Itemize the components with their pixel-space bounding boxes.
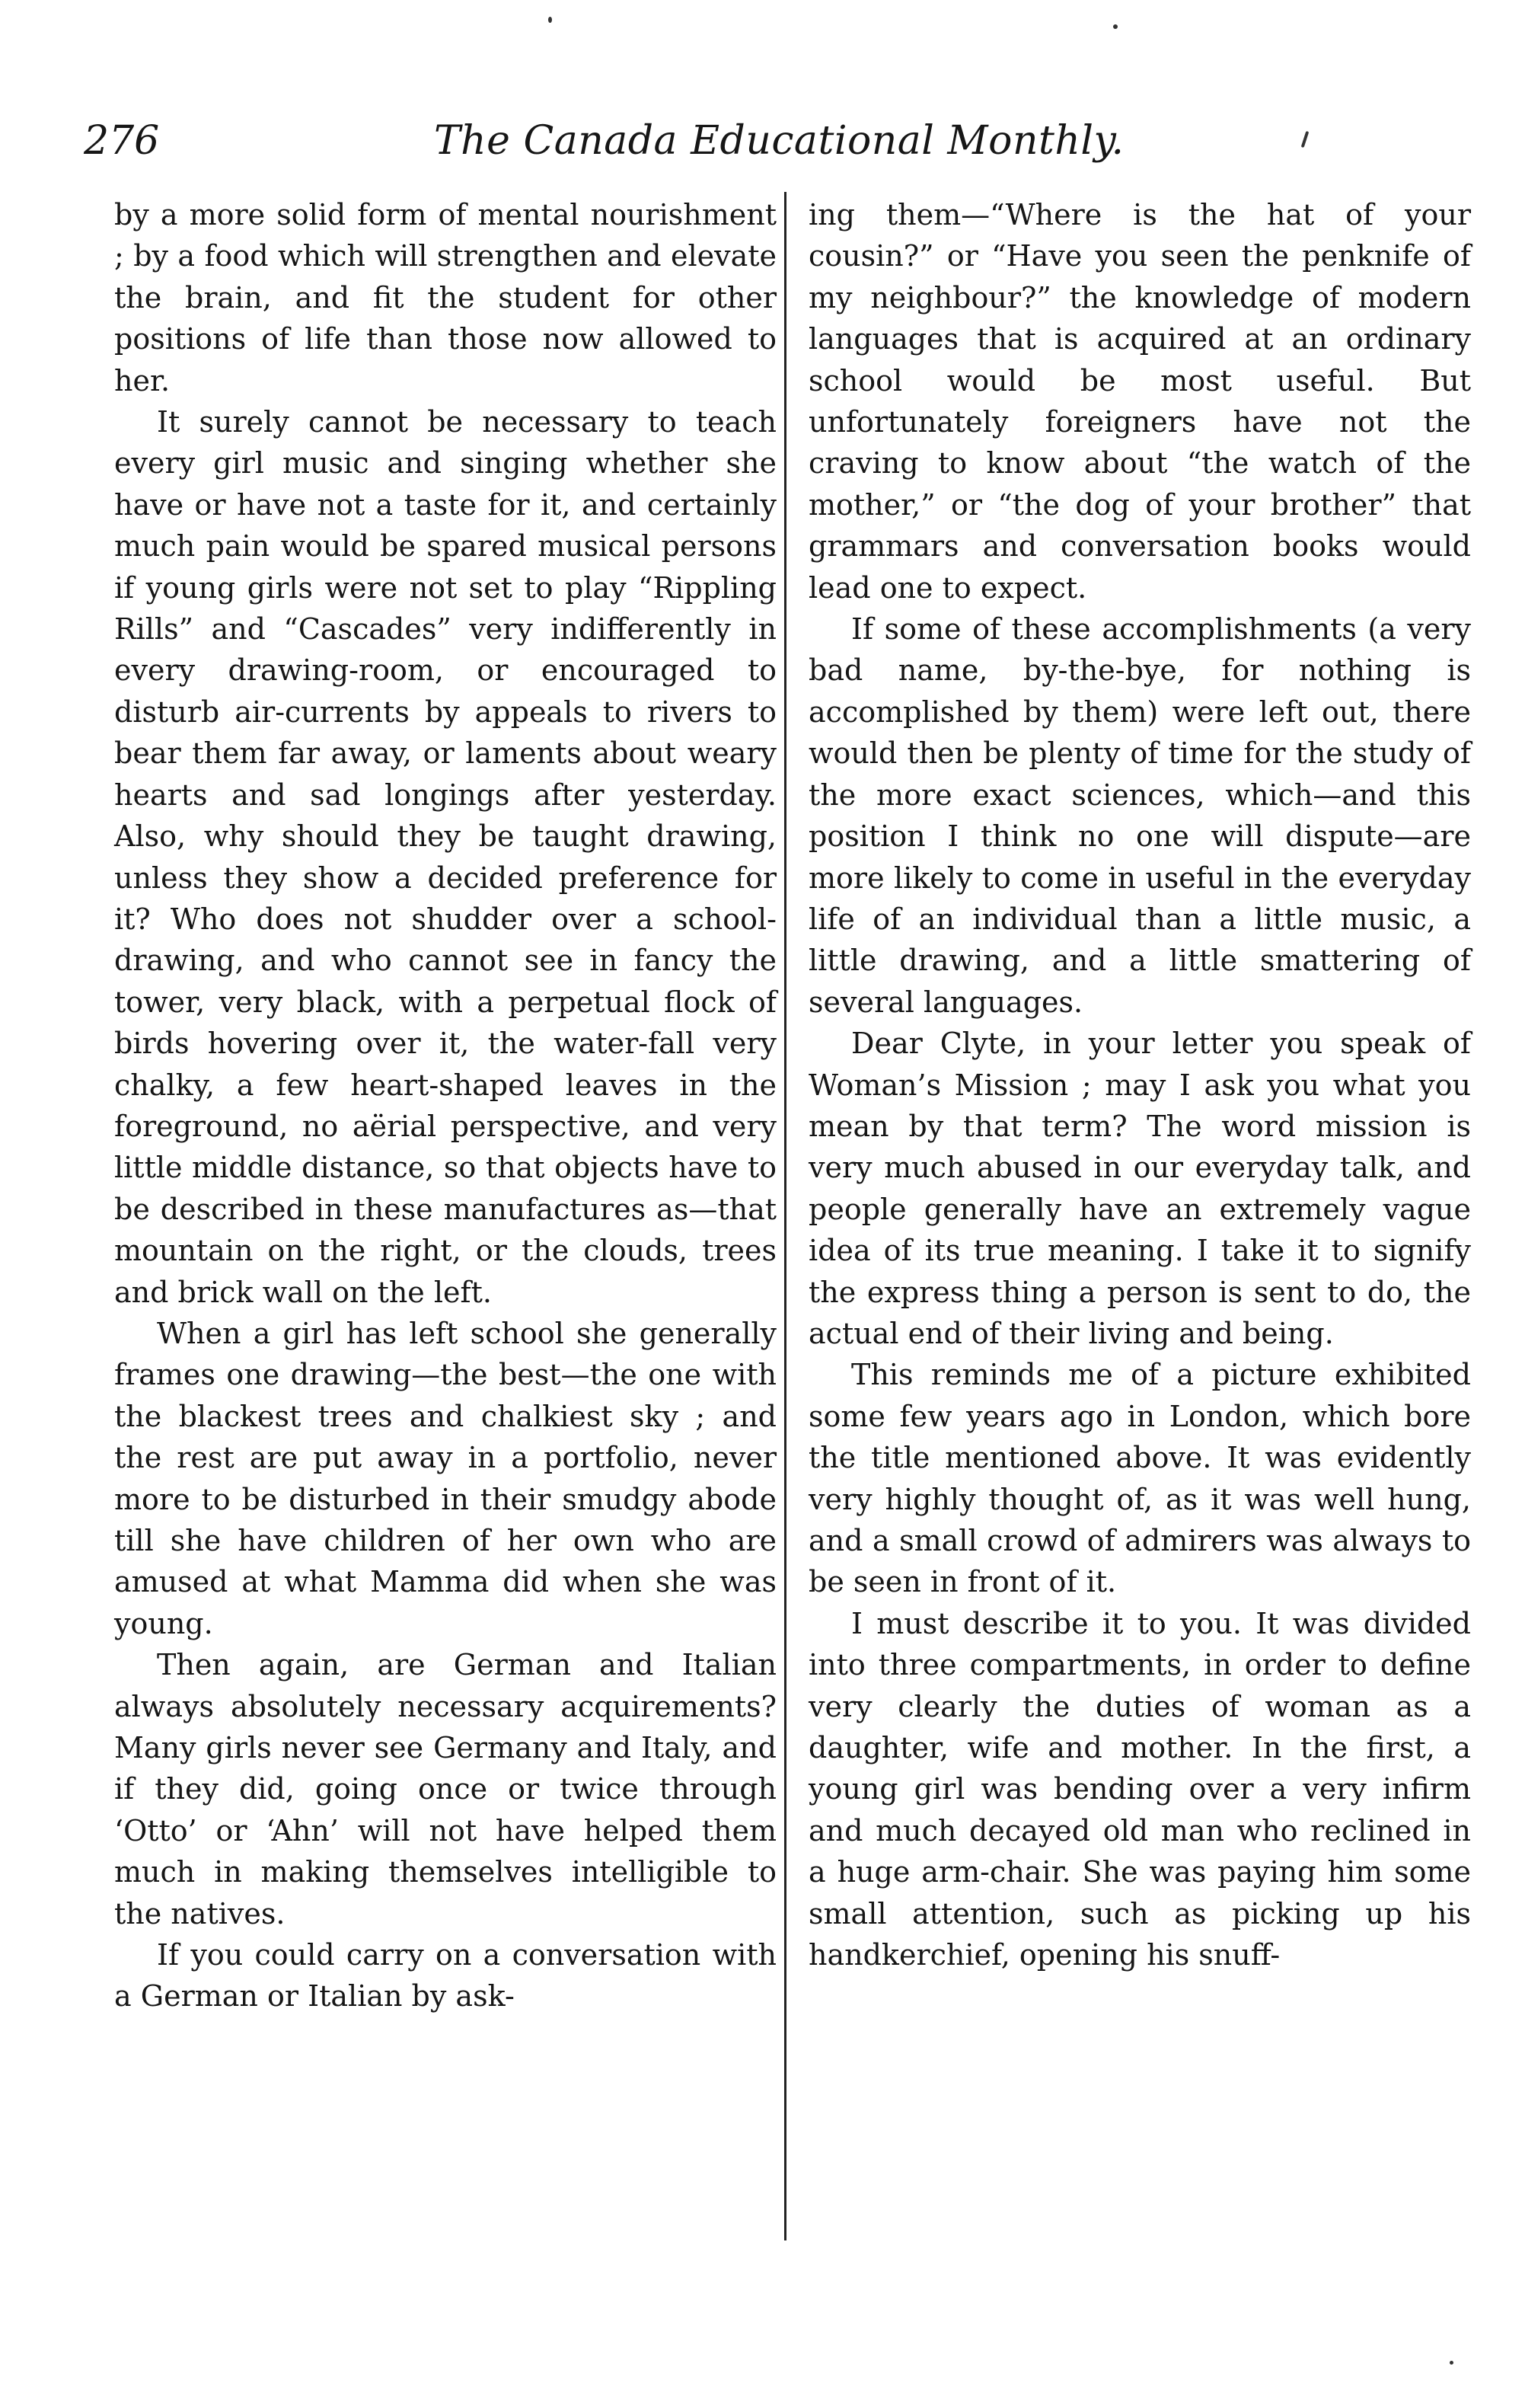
paragraph: If some of these accomplishments (a very bad name, by-the-bye, for nothing is accomplished by them) were left out, there would then be plenty of time for the study of the more exact sciences, which—and this position I think no one will dispute—are more likely to come in useful in the everyday life of an individual than a little music, a little drawing, and a little smattering of several languages.	[809, 612, 1471, 1019]
paragraph: ing them—“Where is the hat of your cousin?” or “Have you seen the penknife of my neighbour?” the knowledge of modern languages that is acquired at an ordinary school would be most useful. But unfortunately foreigners have not the craving to know about “the watch of the mother,” or “the dog of your brother” that grammars and conversation books would lead one to expect.	[809, 198, 1471, 605]
paragraph: Then again, are German and Italian always absolutely necessary acquirements? Many girls never see Germany and Italy, and if they did, going once or twice through ‘Otto’ or ‘Ahn’ will not have helped them much in making themselves intelligible to the natives.	[114, 1648, 777, 1931]
paragraph: Dear Clyte, in your letter you speak of Woman’s Mission ; may I ask you what you mean by that term? The word mission is very much abused in our everyday talk, and people generally have an extremely vague idea of its true meaning. I take it to signify the express thing a person is sent to do, the actual end of their living and being.	[809, 1027, 1471, 1350]
right-column	[809, 194, 1471, 2235]
page-number: 276	[84, 118, 160, 164]
left-column	[114, 194, 777, 2235]
paragraph: It surely cannot be necessary to teach every girl music and singing whether she have or have not a taste for it, and certainly much pain would be spared musical persons if young girls were not set to play “Rippling Rills” and “Cascades” very indifferently in every drawing-room, or encouraged to disturb air-currents by appeals to rivers to bear them far away, or laments about weary hearts and sad longings after yesterday. Also, why should they be taught drawing, unless they show a decided preference for it? Who does not shudder over a school-drawing, and who cannot see in fancy the tower, very black, with a perpetual flock of birds hovering over it, the water-fall very chalky, a few heart-shaped leaves in the foreground, no aërial perspective, and very little middle distance, so that objects have to be described in these manufactures as—that mountain on the right, or the clouds, trees and brick wall on the left.	[114, 405, 777, 1309]
running-title: The Canada Educational Monthly.	[434, 118, 1125, 164]
scan-speck	[1113, 24, 1118, 29]
paragraph: by a more solid form of mental nourishment ; by a food which will strengthen and elevate the brain, and fit the student for other positions of life than those now allowed to her.	[114, 198, 777, 398]
paragraph: This reminds me of a picture exhibited some few years ago in London, which bore the title mentioned above. It was evidently very highly thought of, as it was well hung, and a small crowd of admirers was always to be seen in front of it.	[809, 1358, 1471, 1599]
scan-speck	[1450, 2361, 1453, 2365]
scan-speck	[548, 17, 552, 23]
page-header	[84, 114, 1469, 168]
paragraph: When a girl has left school she generally frames one drawing—the best—the one with the blackest trees and chalkiest sky ; and the rest are put away in a portfolio, never more to be disturbed in their smudgy abode till she have children of her own who are amused at what Mamma did when she was young.	[114, 1316, 777, 1640]
paragraph: If you could carry on a conversation with a German or Italian by ask-	[114, 1938, 777, 2014]
paragraph: I must describe it to you. It was divided into three compartments, in order to define very clearly the duties of woman as a daughter, wife and mother. In the first, a young girl was bending over a very infirm and much decayed old man who reclined in a huge arm-chair. She was paying him some small attention, such as picking up his handkerchief, opening his snuff-	[809, 1606, 1471, 1972]
column-divider	[784, 192, 786, 2240]
